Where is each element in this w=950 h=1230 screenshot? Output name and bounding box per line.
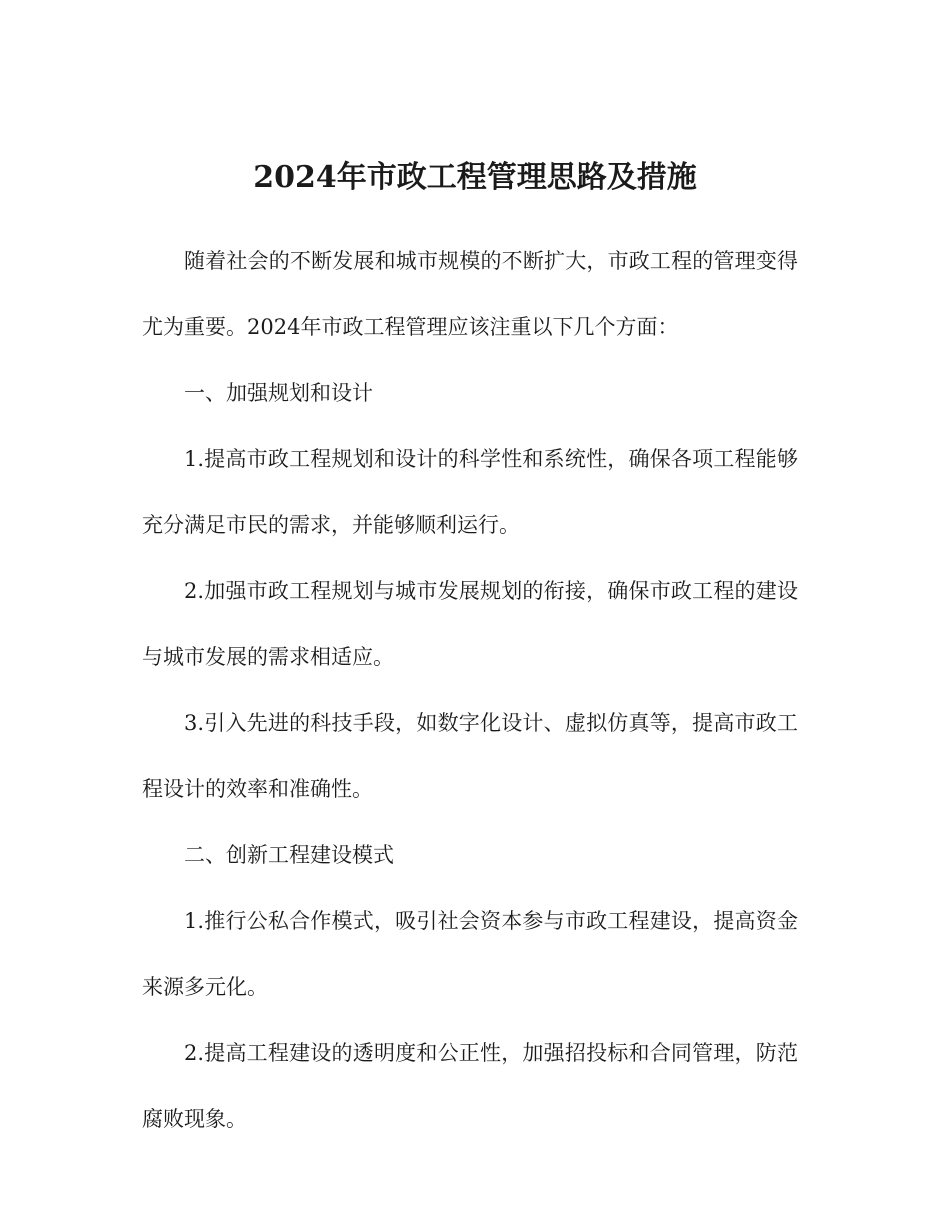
document-body [142,228,798,1152]
construction-item-1: 1.推行公私合作模式，吸引社会资本参与市政工程建设，提高资金来源多元化。 [142,909,798,999]
construction-item-2: 2.提高工程建设的透明度和公正性，加强招投标和合同管理，防范腐败现象。 [142,1041,798,1131]
planning-item-3: 3.引入先进的科技手段，如数字化设计、虚拟仿真等，提高市政工程设计的效率和准确性。 [142,711,798,801]
planning-item-2: 2.加强市政工程规划与城市发展规划的衔接，确保市政工程的建设与城市发展的需求相适应。 [142,579,798,669]
intro-paragraph: 随着社会的不断发展和城市规模的不断扩大，市政工程的管理变得尤为重要。2024年市政工程管理应该注重以下几个方面： [142,249,798,339]
planning-item-1: 1.提高市政工程规划和设计的科学性和系统性，确保各项工程能够充分满足市民的需求，并能够顺利运行。 [142,447,798,537]
section-heading-construction: 二、创新工程建设模式 [184,843,394,867]
document-title: 2024年市政工程管理思路及措施 [253,160,697,196]
section-heading-planning: 一、加强规划和设计 [184,381,373,405]
